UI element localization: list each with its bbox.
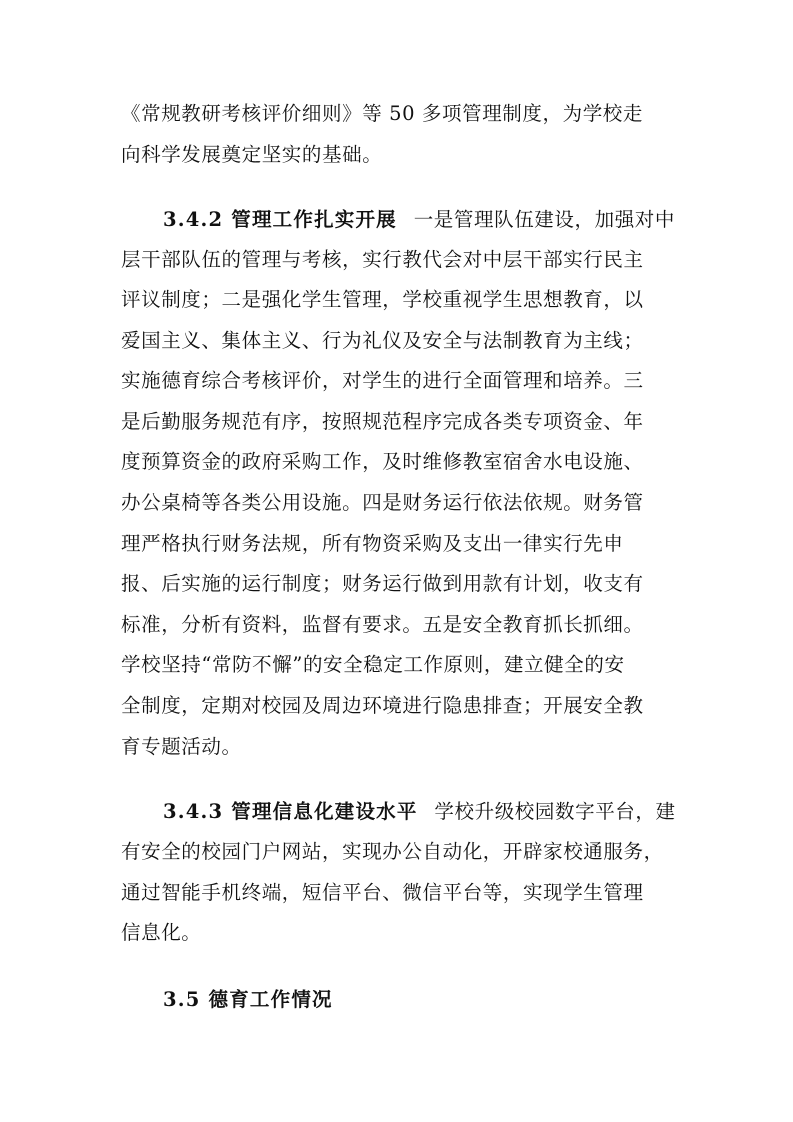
section-heading-3-5: 3.5 德育工作情况 [163,988,333,1011]
paragraph-line: 通过智能手机终端，短信平台、微信平台等，实现学生管理 [121,881,644,904]
paragraph-line: 层干部队伍的管理与考核，实行教代会对中层干部实行民主 [121,248,644,271]
paragraph-line: 向科学发展奠定坚实的基础。 [121,143,383,166]
paragraph-first-line [163,208,675,232]
paragraph-line: 有安全的校园门户网站，实现办公自动化，开辟家校通服务， [121,840,664,863]
paragraph-line: 评议制度；二是强化学生管理，学校重视学生思想教育，以 [121,288,644,311]
paragraph-text: 一是管理队伍建设，加强对中 [413,208,675,231]
subsection-heading-3-4-2: 3.4.2 管理工作扎实开展 [163,208,397,231]
paragraph-line: 报、后实施的运行制度；财务运行做到用款有计划，收支有 [121,572,644,595]
paragraph-line: 《常规教研考核评价细则》等 50 多项管理制度，为学校走 [121,102,644,125]
paragraph-first-line [163,800,676,824]
paragraph-line: 学校坚持“常防不懈”的安全稳定工作原则，建立健全的安 [121,653,625,676]
paragraph-line: 理严格执行财务法规，所有物资采购及支出一律实行先申 [121,532,624,555]
paragraph-text: 学校升级校园数字平台，建 [434,800,676,823]
paragraph-line: 标准，分析有资料，监督有要求。五是安全教育抓长抓细。 [121,613,644,636]
paragraph-line: 信息化。 [121,921,202,944]
paragraph-line: 办公桌椅等各类公用设施。四是财务运行依法依规。财务管 [121,491,644,514]
paragraph-line: 爱国主义、集体主义、行为礼仪及安全与法制教育为主线； [121,329,644,352]
paragraph-line: 育专题活动。 [121,735,242,758]
paragraph-line: 度预算资金的政府采购工作，及时维修教室宿舍水电设施、 [121,450,644,473]
paragraph-line: 实施德育综合考核评价，对学生的进行全面管理和培养。三 [121,369,644,392]
paragraph-line: 是后勤服务规范有序，按照规范程序完成各类专项资金、年 [121,410,644,433]
paragraph-line: 全制度，定期对校园及周边环境进行隐患排查；开展安全教 [121,694,644,717]
subsection-heading-3-4-3: 3.4.3 管理信息化建设水平 [163,800,418,823]
